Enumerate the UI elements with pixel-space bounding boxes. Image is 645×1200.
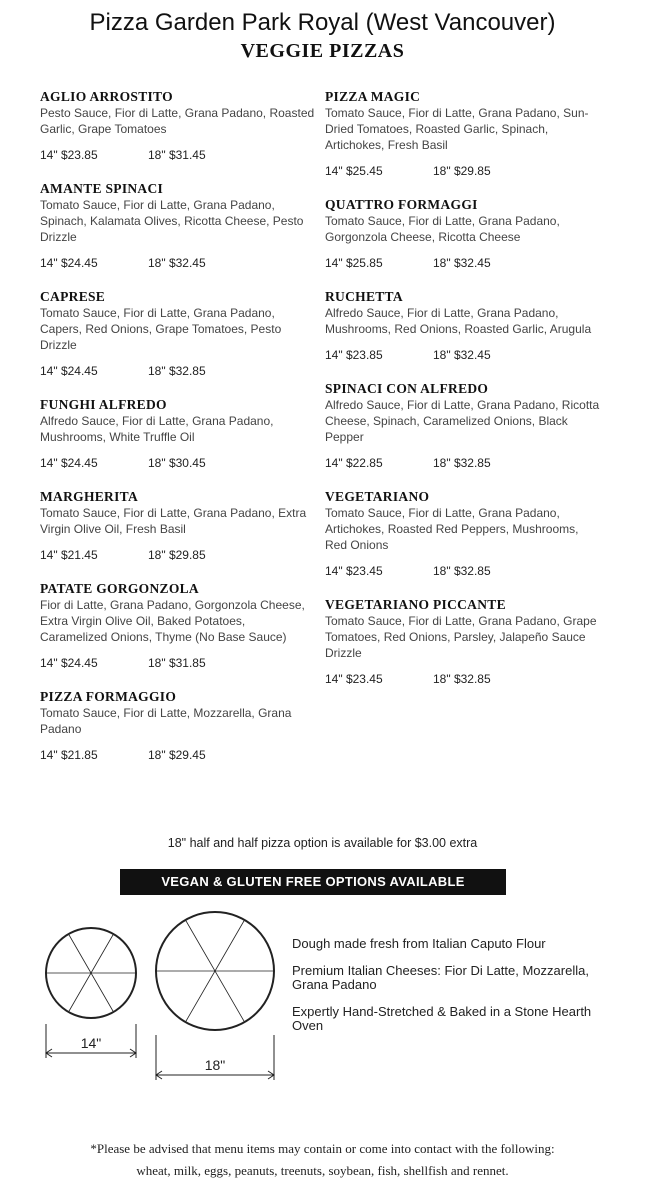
menu-column-right — [325, 88, 600, 704]
small-pizza-icon — [46, 928, 136, 1018]
price-14: 14" $23.45 — [325, 564, 383, 578]
menu-item — [40, 88, 315, 163]
item-name: RUCHETTA — [325, 289, 403, 304]
vegan-gluten-free-banner: VEGAN & GLUTEN FREE OPTIONS AVAILABLE — [120, 869, 506, 895]
price-18: 18" $30.45 — [148, 456, 206, 470]
price-18: 18" $29.85 — [433, 164, 491, 178]
price-14: 14" $24.45 — [40, 256, 98, 270]
large-size-label: 18" — [204, 1057, 226, 1073]
price-18: 18" $32.45 — [148, 256, 206, 270]
price-14: 14" $21.45 — [40, 548, 98, 562]
price-18: 18" $32.85 — [433, 456, 491, 470]
item-description: Tomato Sauce, Fior di Latte, Grana Padano, Extra Virgin Olive Oil, Fresh Basil — [40, 506, 307, 536]
item-prices — [325, 455, 600, 471]
price-18: 18" $32.85 — [433, 672, 491, 686]
large-pizza-icon — [156, 912, 274, 1030]
menu-item — [325, 88, 600, 179]
pizza-size-diagram — [0, 900, 290, 1090]
menu-item — [325, 488, 600, 579]
section-title: VEGGIE PIZZAS — [240, 40, 405, 62]
item-prices — [325, 163, 600, 179]
price-14: 14" $21.85 — [40, 748, 98, 762]
item-description: Tomato Sauce, Fior di Latte, Grana Padano, Spinach, Kalamata Olives, Ricotta Cheese, Pesto Drizzle — [40, 198, 304, 244]
item-prices — [325, 255, 600, 271]
item-name: VEGETARIANO PICCANTE — [325, 597, 506, 612]
price-18: 18" $29.85 — [148, 548, 206, 562]
item-prices — [325, 671, 600, 687]
half-and-half-note: 18" half and half pizza option is available for $3.00 extra — [167, 836, 478, 850]
item-name: PATATE GORGONZOLA — [40, 581, 199, 596]
menu-item — [40, 488, 315, 563]
menu-item — [40, 180, 315, 271]
restaurant-title: Pizza Garden Park Royal (West Vancouver) — [89, 9, 556, 36]
price-14: 14" $24.45 — [40, 364, 98, 378]
price-14: 14" $25.45 — [325, 164, 383, 178]
pizza-features — [292, 937, 612, 1046]
item-name: PIZZA FORMAGGIO — [40, 689, 177, 704]
price-14: 14" $22.85 — [325, 456, 383, 470]
item-description: Tomato Sauce, Fior di Latte, Grana Padano, Sun-Dried Tomatoes, Roasted Garlic, Spinach, Artichokes, Fresh Basil — [325, 106, 589, 152]
item-description: Alfredo Sauce, Fior di Latte, Grana Padano, Ricotta Cheese, Spinach, Caramelized Onions, Black Pepper — [325, 398, 600, 444]
menu-item — [325, 196, 600, 271]
price-18: 18" $32.45 — [433, 348, 491, 362]
item-prices — [40, 363, 315, 379]
price-14: 14" $24.45 — [40, 456, 98, 470]
price-14: 14" $23.85 — [325, 348, 383, 362]
price-18: 18" $32.45 — [433, 256, 491, 270]
item-description: Pesto Sauce, Fior di Latte, Grana Padano, Roasted Garlic, Grape Tomatoes — [40, 106, 315, 136]
price-14: 14" $25.85 — [325, 256, 383, 270]
allergen-line-1: *Please be advised that menu items may contain or come into contact with the following: — [90, 1141, 555, 1156]
item-name: AMANTE SPINACI — [40, 181, 164, 196]
price-18: 18" $31.45 — [148, 148, 206, 162]
menu-column-left — [40, 88, 315, 780]
feature-oven: Expertly Hand-Stretched & Baked in a Stone Hearth Oven — [292, 1004, 592, 1033]
item-name: PIZZA MAGIC — [325, 89, 421, 104]
item-prices — [325, 347, 600, 363]
item-prices — [40, 655, 315, 671]
item-prices — [325, 563, 600, 579]
item-description: Tomato Sauce, Fior di Latte, Grana Padano, Artichokes, Roasted Red Peppers, Mushrooms, Red Onions — [325, 506, 579, 552]
item-prices — [40, 455, 315, 471]
item-prices — [40, 747, 315, 763]
small-size-label: 14" — [80, 1035, 102, 1051]
price-18: 18" $31.85 — [148, 656, 206, 670]
menu-item — [40, 288, 315, 379]
menu-item — [325, 596, 600, 687]
item-name: SPINACI CON ALFREDO — [325, 381, 489, 396]
menu-item — [40, 688, 315, 763]
item-description: Alfredo Sauce, Fior di Latte, Grana Padano, Mushrooms, White Truffle Oil — [40, 414, 274, 444]
item-prices — [40, 147, 315, 163]
menu-item — [325, 288, 600, 363]
price-14: 14" $23.45 — [325, 672, 383, 686]
menu-header — [0, 8, 645, 64]
item-name: MARGHERITA — [40, 489, 139, 504]
item-prices — [40, 547, 315, 563]
item-description: Tomato Sauce, Fior di Latte, Grana Padano, Capers, Red Onions, Grape Tomatoes, Pesto Drizzle — [40, 306, 282, 352]
menu-item — [40, 396, 315, 471]
allergen-line-2: wheat, milk, eggs, peanuts, treenuts, soybean, fish, shellfish and rennet. — [136, 1163, 509, 1178]
item-description: Tomato Sauce, Fior di Latte, Grana Padano, Grape Tomatoes, Red Onions, Parsley, Jalapeño Sauce Drizzle — [325, 614, 597, 660]
item-description: Tomato Sauce, Fior di Latte, Mozzarella, Grana Padano — [40, 706, 292, 736]
item-prices — [40, 255, 315, 271]
item-name: AGLIO ARROSTITO — [40, 89, 173, 104]
price-18: 18" $29.45 — [148, 748, 206, 762]
price-14: 14" $24.45 — [40, 656, 98, 670]
feature-cheeses: Premium Italian Cheeses: Fior Di Latte, Mozzarella, Grana Padano — [292, 963, 589, 992]
item-name: CAPRESE — [40, 289, 106, 304]
price-14: 14" $23.85 — [40, 148, 98, 162]
item-name: QUATTRO FORMAGGI — [325, 197, 478, 212]
item-name: VEGETARIANO — [325, 489, 430, 504]
item-description: Tomato Sauce, Fior di Latte, Grana Padano, Gorgonzola Cheese, Ricotta Cheese — [325, 214, 560, 244]
menu-item — [40, 580, 315, 671]
price-18: 18" $32.85 — [148, 364, 206, 378]
item-description: Fior di Latte, Grana Padano, Gorgonzola Cheese, Extra Virgin Olive Oil, Baked Potatoes, Caramelized Onions, Thyme (No Base Sauce) — [40, 598, 305, 644]
item-description: Alfredo Sauce, Fior di Latte, Grana Padano, Mushrooms, Red Onions, Roasted Garlic, Arugula — [325, 306, 592, 336]
allergen-notice — [0, 1138, 645, 1182]
feature-dough: Dough made fresh from Italian Caputo Flour — [292, 936, 546, 951]
price-18: 18" $32.85 — [433, 564, 491, 578]
menu-item — [325, 380, 600, 471]
item-name: FUNGHI ALFREDO — [40, 397, 167, 412]
